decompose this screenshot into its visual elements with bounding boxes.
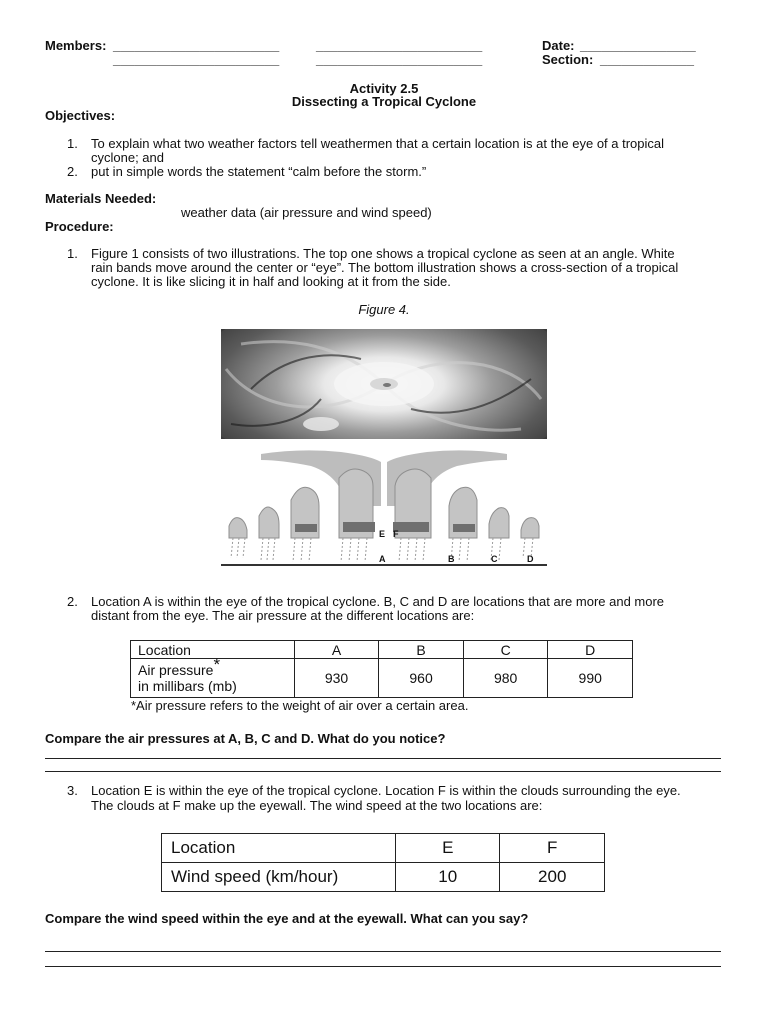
step-3-number: 3.: [67, 783, 78, 798]
objective-1-text-cont: cyclone; and: [91, 150, 164, 165]
activity-title: Dissecting a Tropical Cyclone: [291, 94, 477, 109]
table-header-e: E: [396, 834, 500, 863]
answer-line-1[interactable]: [45, 758, 721, 759]
activity-number: Activity 2.5: [349, 81, 419, 96]
cyclone-cross-section: [221, 446, 547, 568]
air-pressure-label-line2: in millibars (mb): [138, 678, 237, 694]
wind-speed-f: 200: [500, 863, 605, 892]
objectives-heading: Objectives:: [45, 108, 116, 123]
members-blank-2[interactable]: _______________________: [316, 38, 483, 53]
table-header-c: C: [463, 641, 548, 659]
label-F: F: [393, 529, 399, 539]
wind-speed-table: [161, 833, 605, 892]
step-1-line-3: cyclone. It is like slicing it in half and looking at it from the side.: [91, 274, 451, 289]
objective-1-number: 1.: [67, 136, 78, 151]
air-pressure-table: [130, 640, 633, 698]
table-header-f: F: [500, 834, 605, 863]
step-3-line-1: Location E is within the eye of the tropical cyclone. Location F is within the clouds surrounding the eye.: [91, 783, 681, 798]
answer-line-3[interactable]: [45, 951, 721, 952]
label-A: A: [379, 554, 386, 564]
procedure-heading: Procedure:: [45, 219, 114, 234]
label-B: B: [448, 554, 455, 564]
pressure-d: 990: [548, 659, 633, 698]
table-row: [162, 863, 605, 892]
table-row: [162, 834, 605, 863]
step-2-number: 2.: [67, 594, 78, 609]
step-1-number: 1.: [67, 246, 78, 261]
members-label: Members:: [45, 38, 107, 53]
pressure-c: 980: [463, 659, 548, 698]
answer-line-2[interactable]: [45, 771, 721, 772]
air-pressure-label: [131, 655, 295, 698]
table-header-a: A: [294, 641, 379, 659]
question-1: Compare the air pressures at A, B, C and D. What do you notice?: [45, 731, 446, 746]
table-header-location: Location: [162, 834, 396, 863]
members-blank-3[interactable]: _______________________: [113, 52, 280, 67]
objective-2-number: 2.: [67, 164, 78, 179]
table-row: [131, 641, 633, 659]
table-row: [131, 659, 633, 698]
step-1-line-2: rain bands move around the center or “eye”. The bottom illustration shows a cross-section of a tropical: [91, 260, 679, 275]
date-blank[interactable]: ________________: [580, 38, 696, 53]
date-label: Date:: [542, 38, 575, 53]
materials-heading: Materials Needed:: [45, 191, 157, 206]
wind-speed-label: Wind speed (km/hour): [162, 863, 396, 892]
label-D: D: [527, 554, 534, 564]
step-1-line-1: Figure 1 consists of two illustrations. The top one shows a tropical cyclone as seen at an angle. White: [91, 246, 675, 261]
step-3-line-2: The clouds at F make up the eyewall. The wind speed at the two locations are:: [91, 798, 543, 813]
wind-speed-e: 10: [396, 863, 500, 892]
cyclone-satellite-image: [221, 329, 547, 439]
table-footnote: *Air pressure refers to the weight of air over a certain area.: [131, 698, 469, 713]
members-blank-4[interactable]: _______________________: [316, 52, 483, 67]
footnote-star: *: [213, 655, 221, 674]
step-2-line-1: Location A is within the eye of the tropical cyclone. B, C and D are locations that are more and more: [91, 594, 665, 609]
table-header-location: Location: [131, 641, 295, 659]
question-2: Compare the wind speed within the eye and at the eyewall. What can you say?: [45, 911, 529, 926]
air-pressure-label-line1: Air pressure: [138, 662, 214, 678]
label-C: C: [491, 554, 498, 564]
pressure-b: 960: [379, 659, 464, 698]
materials-item: weather data (air pressure and wind speed): [181, 205, 432, 220]
answer-line-4[interactable]: [45, 966, 721, 967]
pressure-a: 930: [294, 659, 379, 698]
section-label: Section:: [542, 52, 594, 67]
objective-1-text: To explain what two weather factors tell weathermen that a certain location is at the eye of a tropical: [91, 136, 665, 151]
figure-caption: Figure 4.: [358, 302, 410, 317]
table-header-b: B: [379, 641, 464, 659]
label-E: E: [379, 529, 386, 539]
table-header-d: D: [548, 641, 633, 659]
step-2-line-2: distant from the eye. The air pressure at the different locations are:: [91, 608, 475, 623]
objective-2-text: put in simple words the statement “calm before the storm.”: [91, 164, 427, 179]
members-blank-1[interactable]: _______________________: [113, 38, 280, 53]
section-blank[interactable]: _____________: [600, 52, 694, 67]
